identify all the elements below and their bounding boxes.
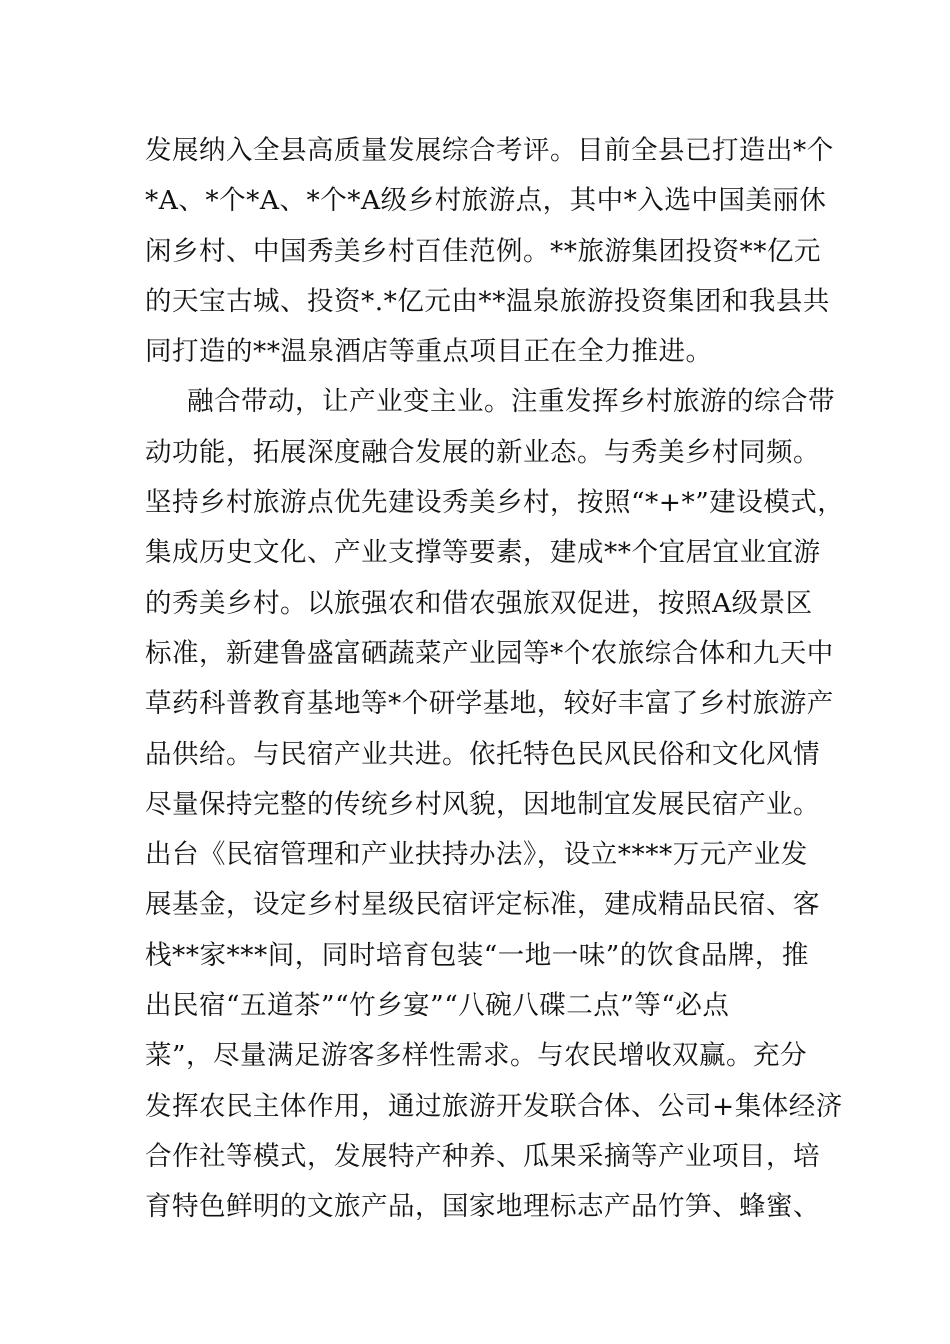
text-line-12: 草药科普教育基地等*个研学基地，较好丰富了乡村旅游产	[145, 688, 834, 720]
text-line-14: 尽量保持完整的传统乡村风貌，因地制宜发展民宿产业。	[145, 788, 820, 820]
text-line-5: 同打造的**温泉酒店等重点项目正在全力推进。	[145, 336, 713, 368]
text-line-9: 集成历史文化、产业支撑等要素，建成**个宜居宜业宜游	[145, 537, 821, 569]
text-line-21: 合作社等模式，发展特产种养、瓜果采摘等产业项目，培	[145, 1140, 820, 1172]
text-line-16: 展基金，设定乡村星级民宿评定标准，建成精品民宿、客	[145, 889, 820, 921]
text-line-15: 出台《民宿管理和产业扶持办法》，设立****万元产业发	[145, 839, 808, 871]
text-line-6: 融合带动，让产业变主业。注重发挥乡村旅游的综合带	[187, 386, 835, 418]
text-line-1: 发展纳入全县高质量发展综合考评。目前全县已打造出*个	[145, 135, 834, 166]
text-line-20: 发挥农民主体作用，通过旅游开发联合体、公司+集体经济	[145, 1090, 843, 1122]
text-line-7: 动功能，拓展深度融合发展的新业态。与秀美乡村同频。	[145, 436, 820, 468]
text-line-13: 品供给。与民宿产业共进。依托特色民风民俗和文化风情	[145, 738, 820, 770]
text-line-10: 的秀美乡村。以旅强农和借农强旅双促进，按照A级景区	[145, 587, 813, 619]
text-line-3: 闲乡村、中国秀美乡村百佳范例。**旅游集团投资**亿元	[145, 235, 821, 267]
body-text	[145, 126, 845, 1233]
text-line-8: 坚持乡村旅游点优先建设秀美乡村，按照“*+*”建设模式，	[145, 487, 845, 519]
text-line-2: *A、*个*A、*个*A级乡村旅游点，其中*入选中国美丽休	[145, 185, 827, 217]
text-line-18: 出民宿“五道茶”“竹乡宴”“八碗八碟二点”等“必点	[145, 990, 730, 1022]
text-line-11: 标准，新建鲁盛富硒蔬菜产业园等*个农旅综合体和九天中	[145, 637, 834, 669]
text-line-4: 的天宝古城、投资*.*亿元由**温泉旅游投资集团和我县共	[145, 285, 830, 317]
text-line-17: 栈**家***间，同时培育包装“一地一味”的饮食品牌，推	[145, 939, 809, 971]
text-line-22: 育特色鲜明的文旅产品，国家地理标志产品竹笋、蜂蜜、	[145, 1191, 820, 1223]
text-line-19: 菜”，尽量满足游客多样性需求。与农民增收双赢。充分	[145, 1040, 808, 1072]
